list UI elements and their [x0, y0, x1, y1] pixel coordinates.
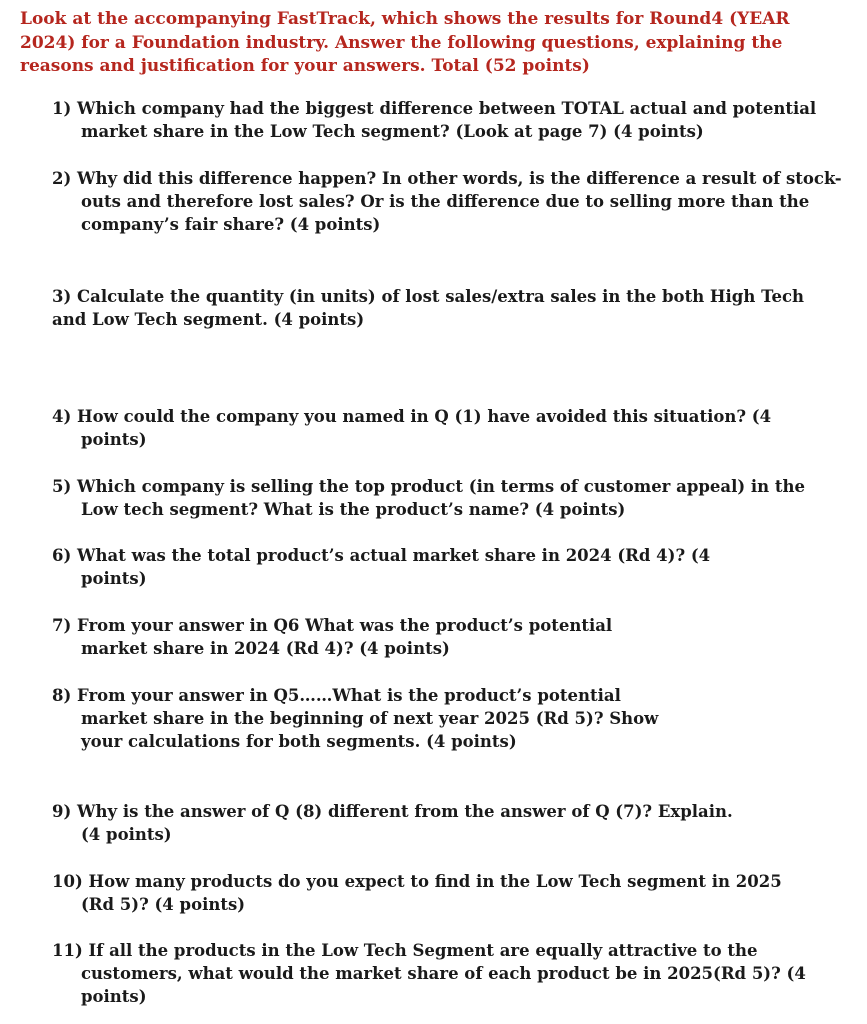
question-8: 8) From your answer in Q5……What is the product’s potential market share in the beginning of next year 2025 (Rd 5)? Show your calculations for both segments. (4 points)	[52, 686, 659, 751]
question-2: 2) Why did this difference happen? In other words, is the difference a result of stock-outs and therefore lost sales? Or is the difference due to selling more than the company’s fair share? (4 points)	[52, 169, 842, 234]
question-6: 6) What was the total product’s actual market share in 2024 (Rd 4)? (4 points)	[52, 546, 711, 588]
question-9: 9) Why is the answer of Q (8) different from the answer of Q (7)? Explain. (4 points)	[52, 802, 733, 844]
question-5: 5) Which company is selling the top product (in terms of customer appeal) in the Low tech segment? What is the product’s name? (4 points)	[52, 477, 806, 519]
question-11: 11) If all the products in the Low Tech Segment are equally attractive to the customers, what would the market share of each product be in 2025(Rd 5)? (4 points)	[52, 941, 806, 1006]
question-3: 3) Calculate the quantity (in units) of lost sales/extra sales in the both High Tech and Low Tech segment. (4 points)	[52, 287, 804, 329]
question-10: 10) How many products do you expect to find in the Low Tech segment in 2025 (Rd 5)? (4 points)	[52, 872, 782, 914]
question-7: 7) From your answer in Q6 What was the product’s potential market share in 2024 (Rd 4)? (4 points)	[52, 616, 613, 658]
question-4: 4) How could the company you named in Q (1) have avoided this situation? (4 points)	[52, 407, 772, 449]
question-1: 1) Which company had the biggest difference between TOTAL actual and potential market share in the Low Tech segment? (Look at page 7) (4 points)	[52, 99, 817, 141]
intro-paragraph: Look at the accompanying FastTrack, which shows the results for Round4 (YEAR 2024) for a Foundation industry. Answer the following questions, explaining the reasons and justification for your answers. Total (52 points)	[20, 9, 790, 76]
